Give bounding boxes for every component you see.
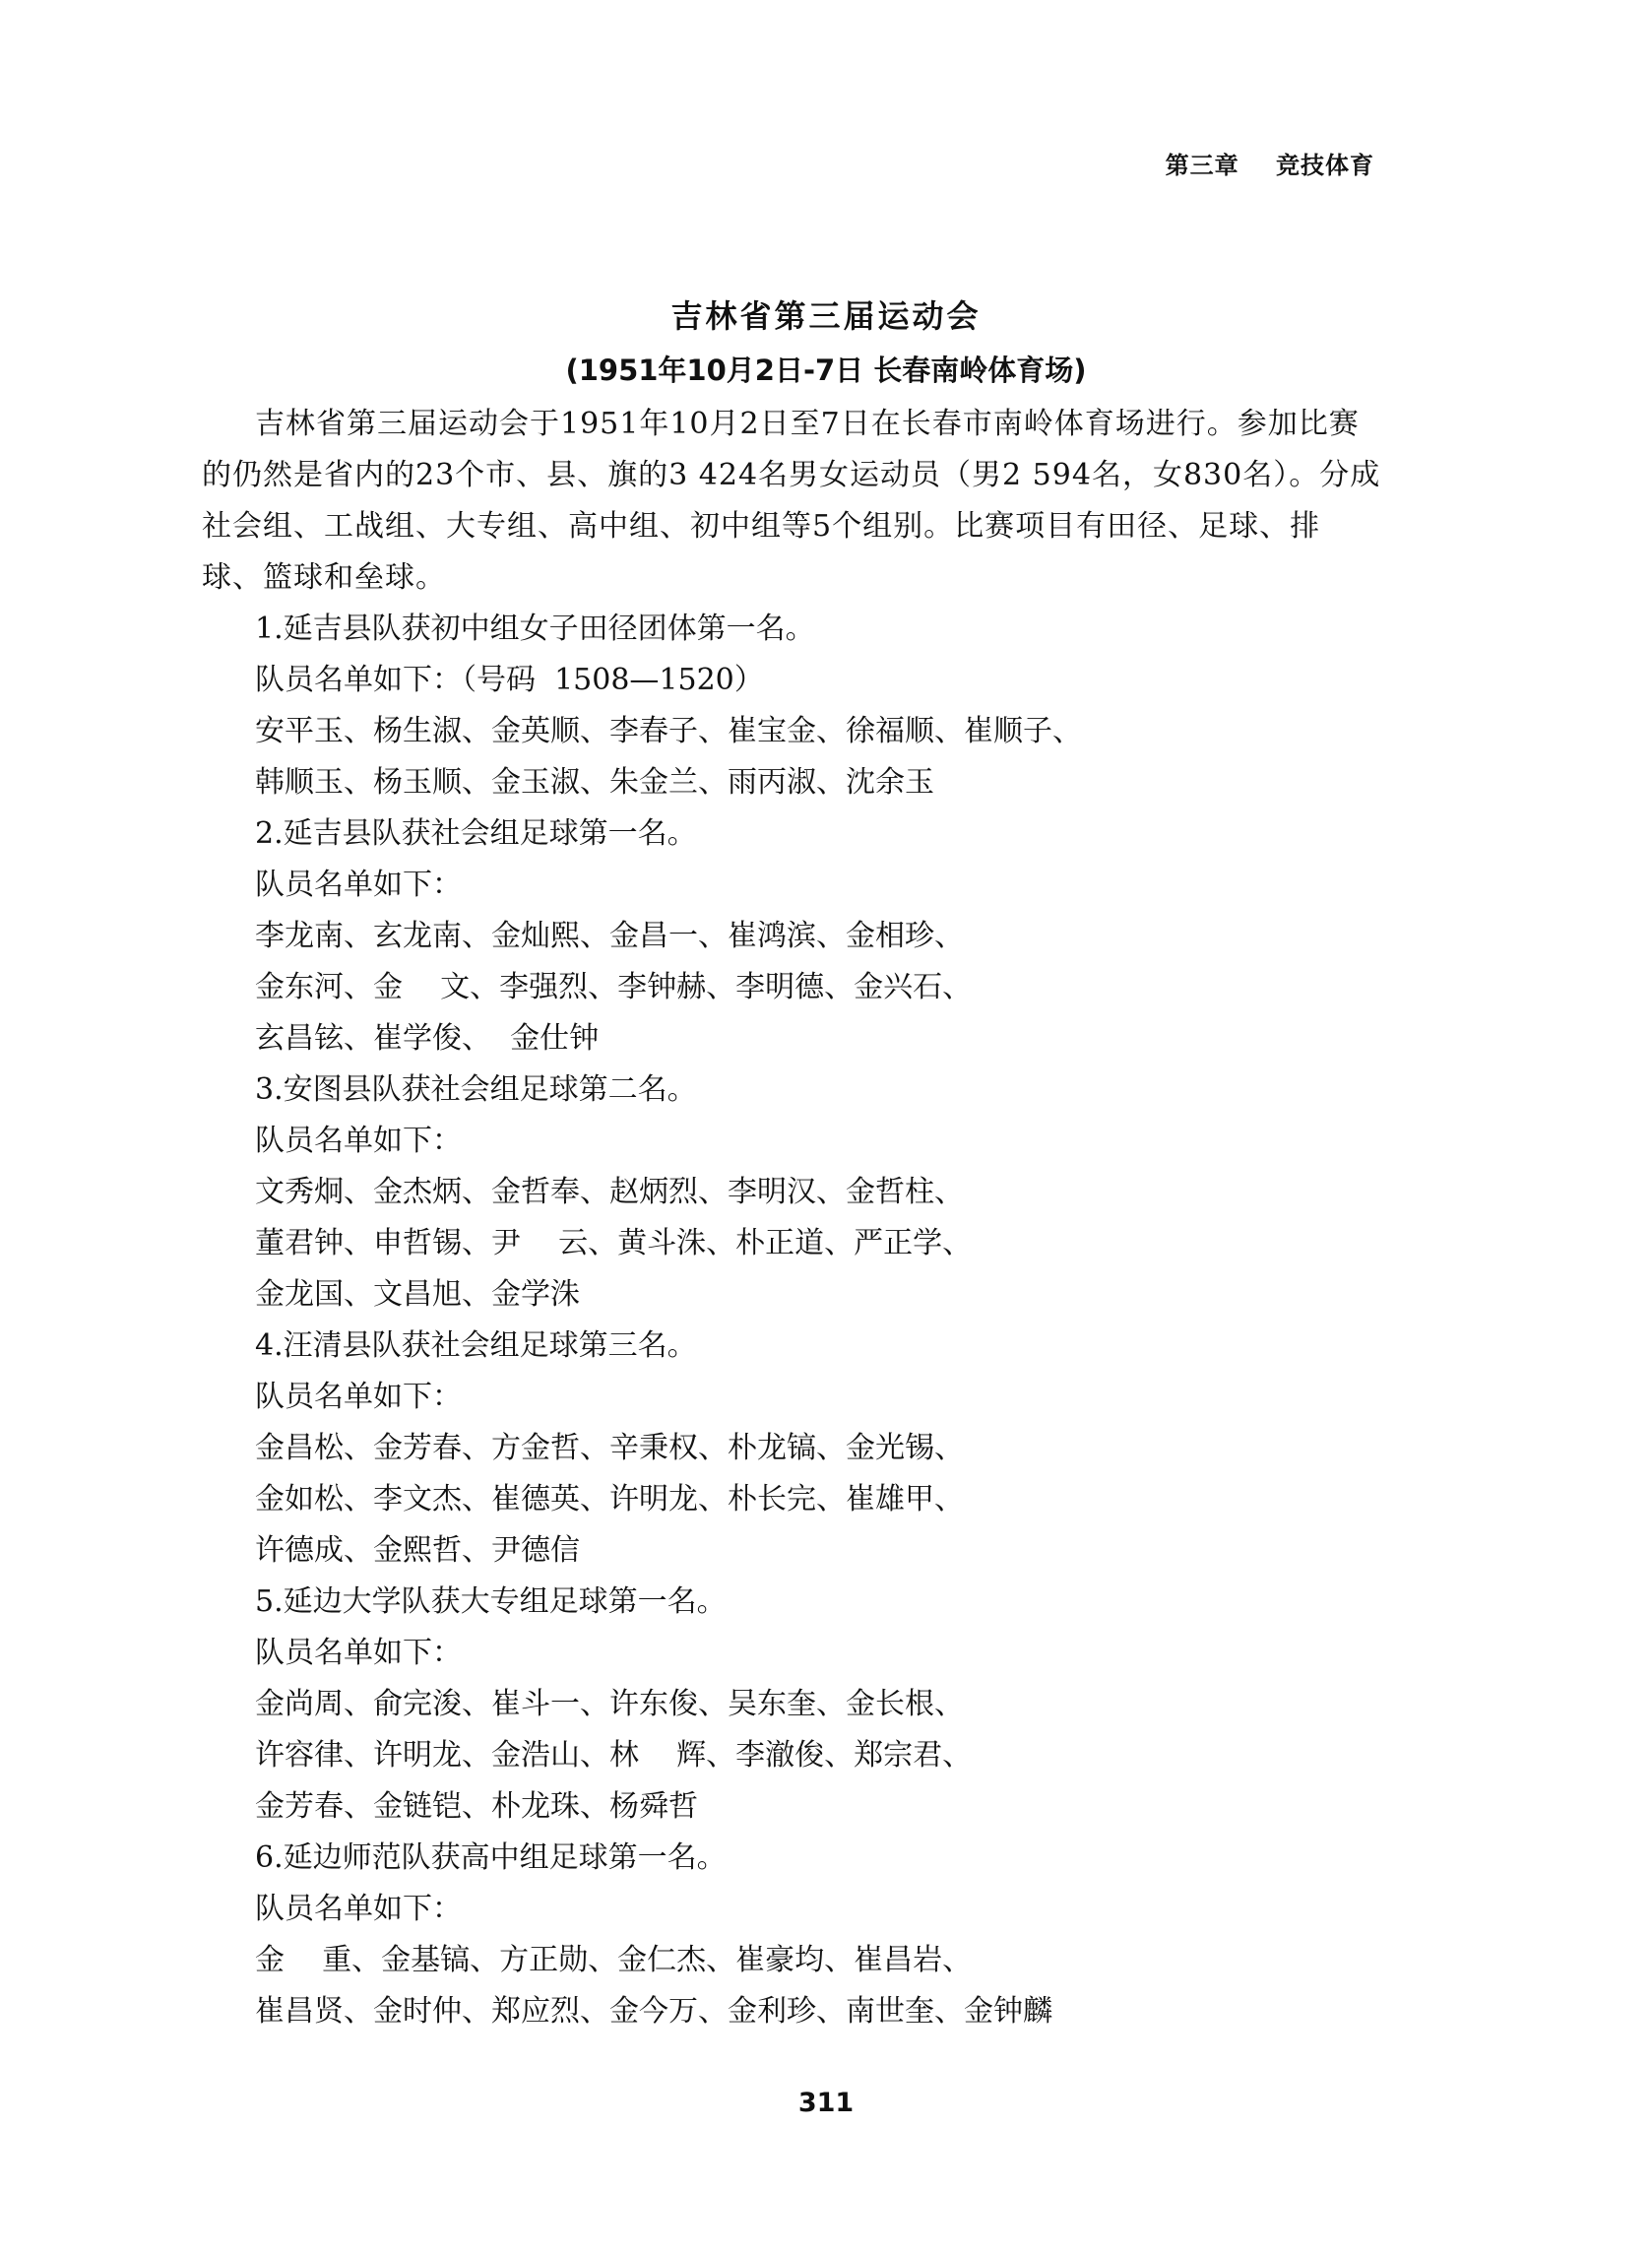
award-heading: 3.安图县队获社会组足球第二名。 [255,1072,697,1107]
roster-line: 文秀炯、金杰炳、金哲奉、赵炳烈、李明汉、金哲柱、 [255,1175,964,1209]
intro-paragraph [202,399,1383,604]
roster-label: 队员名单如下： [255,1892,462,1926]
roster-line: 金尚周、俞完浚、崔斗一、许东俊、吴东奎、金长根、 [255,1687,964,1721]
roster-line: 金龙国、文昌旭、金学洙 [255,1277,580,1312]
roster-line: 金东河、金 文、李强烈、李钟赫、李明德、金兴石、 [255,970,973,1004]
roster-line: 玄昌铉、崔学俊、 金仕钟 [255,1021,600,1056]
roster-line: 许德成、金熙哲、尹德信 [255,1533,580,1568]
roster-label: 队员名单如下： [255,868,462,902]
roster-line: 崔昌贤、金时仲、郑应烈、金今万、金利珍、南世奎、金钟麟 [255,1994,1052,2029]
page-number: 311 [797,2088,855,2118]
roster-line: 董君钟、申哲锡、尹 云、黄斗洙、朴正道、严正学、 [255,1226,973,1260]
roster-line: 李龙南、玄龙南、金灿熙、金昌一、崔鸿滨、金相珍、 [255,919,964,953]
roster-line: 韩顺玉、杨玉顺、金玉淑、朱金兰、雨丙淑、沈余玉 [255,765,934,800]
roster-label: 队员名单如下： [255,1636,462,1670]
award-heading: 5.延边大学队获大专组足球第一名。 [255,1584,727,1619]
award-heading: 1.延吉县队获初中组女子田径团体第一名。 [255,612,815,646]
award-heading: 6.延边师范队获高中组足球第一名。 [255,1840,727,1875]
article-body [202,399,1383,2037]
roster-line: 金芳春、金链铠、朴龙珠、杨舜哲 [255,1789,698,1824]
intro-line: 吉林省第三届运动会于1951年10月2日至7日在长春市南岭体育场进行。参加比赛 [255,407,1360,441]
roster-line: 金如松、李文杰、崔德英、许明龙、朴长完、崔雄甲、 [255,1482,964,1516]
article-subtitle: (1951年10月2日-7日 长春南岭体育场) [565,354,1087,387]
roster-line: 金昌松、金芳春、方金哲、辛秉权、朴龙镐、金光锡、 [255,1431,964,1465]
roster-label: 队员名单如下： [255,1380,462,1414]
intro-line: 的仍然是省内的23个市、县、旗的3 424名男女运动员（男2 594名，女830名）。分成 [202,458,1381,492]
intro-line: 球、篮球和垒球。 [202,560,446,595]
article-title: 吉林省第三届运动会 [670,297,982,335]
roster-line: 金 重、金基镐、方正勋、金仁杰、崔豪均、崔昌岩、 [255,1943,973,1977]
intro-line: 社会组、工战组、大专组、高中组、初中组等5个组别。比赛项目有田径、足球、排 [202,509,1321,544]
award-heading: 2.延吉县队获社会组足球第一名。 [255,816,697,851]
roster-label: 队员名单如下：（号码 1508—1520） [255,663,764,697]
roster-line: 许容律、许明龙、金浩山、林 辉、李澈俊、郑宗君、 [255,1738,973,1773]
chapter-header: 第三章 竞技体育 [1165,152,1374,179]
roster-label: 队员名单如下： [255,1124,462,1158]
roster-line: 安平玉、杨生淑、金英顺、李春子、崔宝金、徐福顺、崔顺子、 [255,714,1082,748]
award-heading: 4.汪清县队获社会组足球第三名。 [255,1328,697,1363]
